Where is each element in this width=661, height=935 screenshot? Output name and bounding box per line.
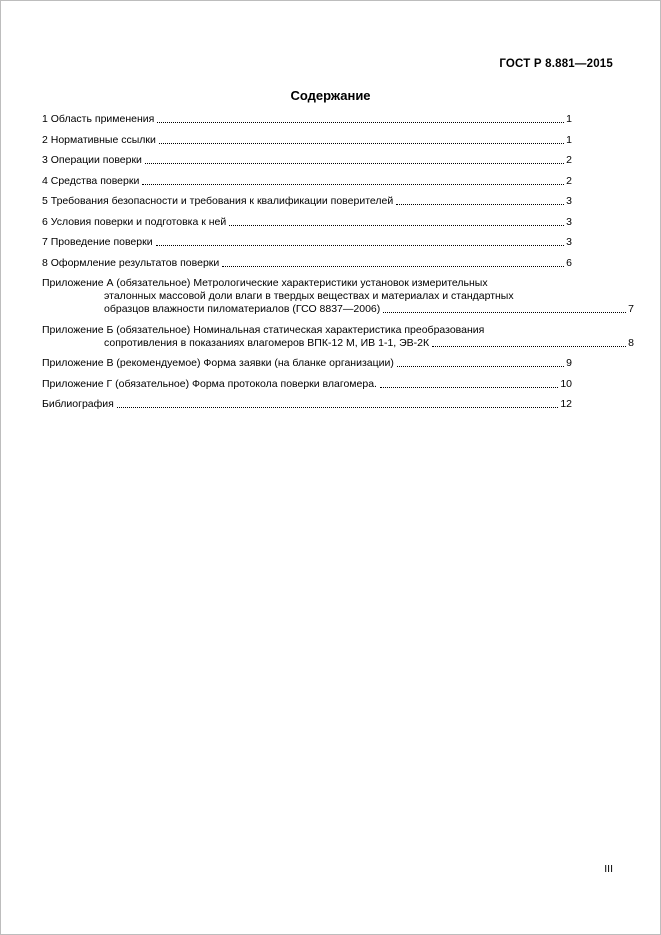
- toc-leader-dots: [380, 380, 558, 391]
- toc-leader-dots: [222, 259, 564, 270]
- toc-leader-dots: [159, 136, 564, 147]
- toc-entry[interactable]: [42, 398, 572, 411]
- toc-entry[interactable]: [42, 175, 572, 188]
- toc-entry-page: 8: [628, 336, 634, 349]
- toc-entry-page: 2: [566, 174, 572, 187]
- toc-entry-label: 6 Условия поверки и подготовка к ней: [42, 215, 227, 228]
- toc-leader-dots: [229, 218, 564, 229]
- footer-page-number: III: [604, 863, 613, 875]
- toc-entry[interactable]: [42, 357, 572, 370]
- toc-leader-dots: [432, 339, 626, 350]
- toc-entry-label: Библиография: [42, 398, 114, 410]
- toc-entry-page: 7: [628, 303, 634, 315]
- toc-entry-page: 3: [566, 195, 572, 207]
- toc-leader-dots: [145, 156, 564, 167]
- toc-entry-page: 12: [560, 398, 572, 410]
- toc-entry-page: 6: [566, 256, 572, 269]
- toc-leader-dots: [117, 400, 558, 411]
- toc-entry[interactable]: [42, 257, 572, 270]
- toc-entry-page: 2: [566, 154, 572, 166]
- toc-entry[interactable]: [42, 134, 572, 147]
- toc-entry-page: 3: [566, 236, 572, 248]
- toc-leader-dots: [156, 238, 565, 249]
- toc-entry-label: 8 Оформление результатов поверки: [42, 256, 220, 269]
- toc-entry-page: 9: [566, 357, 572, 369]
- toc-entry-line: образцов влажности пиломатериалов (ГСО 8837—2006): [104, 303, 381, 315]
- toc-entry-label: 4 Средства поверки: [42, 174, 140, 187]
- toc-entry-label: 7 Проведение поверки: [42, 236, 153, 248]
- toc-entry-page: 3: [566, 215, 572, 228]
- toc-entry-line: сопротивления в показаниях влагомеров ВПК-12 М, ИВ 1-1, ЭВ-2К: [104, 336, 430, 349]
- toc-entry[interactable]: [42, 113, 572, 126]
- toc-entry-page: 1: [566, 113, 572, 125]
- toc-entry-line: эталонных массовой доли влаги в твердых веществах и материалах и стандартных: [104, 290, 514, 302]
- toc-entry-label: Приложение В (рекомендуемое) Форма заявки (на бланке организации): [42, 357, 394, 369]
- toc-entry-line: Приложение Б (обязательное) Номинальная статическая характеристика преобразования: [42, 323, 485, 336]
- table-of-contents: [42, 113, 634, 419]
- toc-entry-label: 2 Нормативные ссылки: [42, 133, 156, 146]
- toc-entry-page: 1: [566, 133, 572, 146]
- toc-entry-label: 5 Требования безопасности и требования к квалификации поверителей: [42, 195, 394, 207]
- toc-leader-dots: [383, 305, 626, 316]
- toc-entry[interactable]: [42, 378, 572, 391]
- standard-reference-header: ГОСТ Р 8.881—2015: [499, 58, 613, 70]
- toc-entry[interactable]: [42, 154, 572, 167]
- toc-entry[interactable]: [42, 236, 572, 249]
- toc-entry-label: 1 Область применения: [42, 113, 155, 125]
- toc-leader-dots: [397, 359, 564, 370]
- page-title: Содержание: [290, 88, 371, 103]
- toc-entry-label: Приложение Г (обязательное) Форма протокола поверки влагомера.: [42, 377, 377, 390]
- toc-entry-page: 10: [560, 377, 572, 390]
- toc-leader-dots: [396, 197, 564, 208]
- toc-entry[interactable]: [42, 195, 572, 208]
- toc-leader-dots: [157, 115, 564, 126]
- toc-entry-line: Приложение А (обязательное) Метрологические характеристики установок измерительных: [42, 277, 488, 289]
- toc-leader-dots: [142, 177, 564, 188]
- toc-entry[interactable]: [42, 216, 572, 229]
- toc-entry[interactable]: [42, 277, 634, 316]
- toc-entry[interactable]: [42, 323, 634, 350]
- toc-entry-label: 3 Операции поверки: [42, 154, 142, 166]
